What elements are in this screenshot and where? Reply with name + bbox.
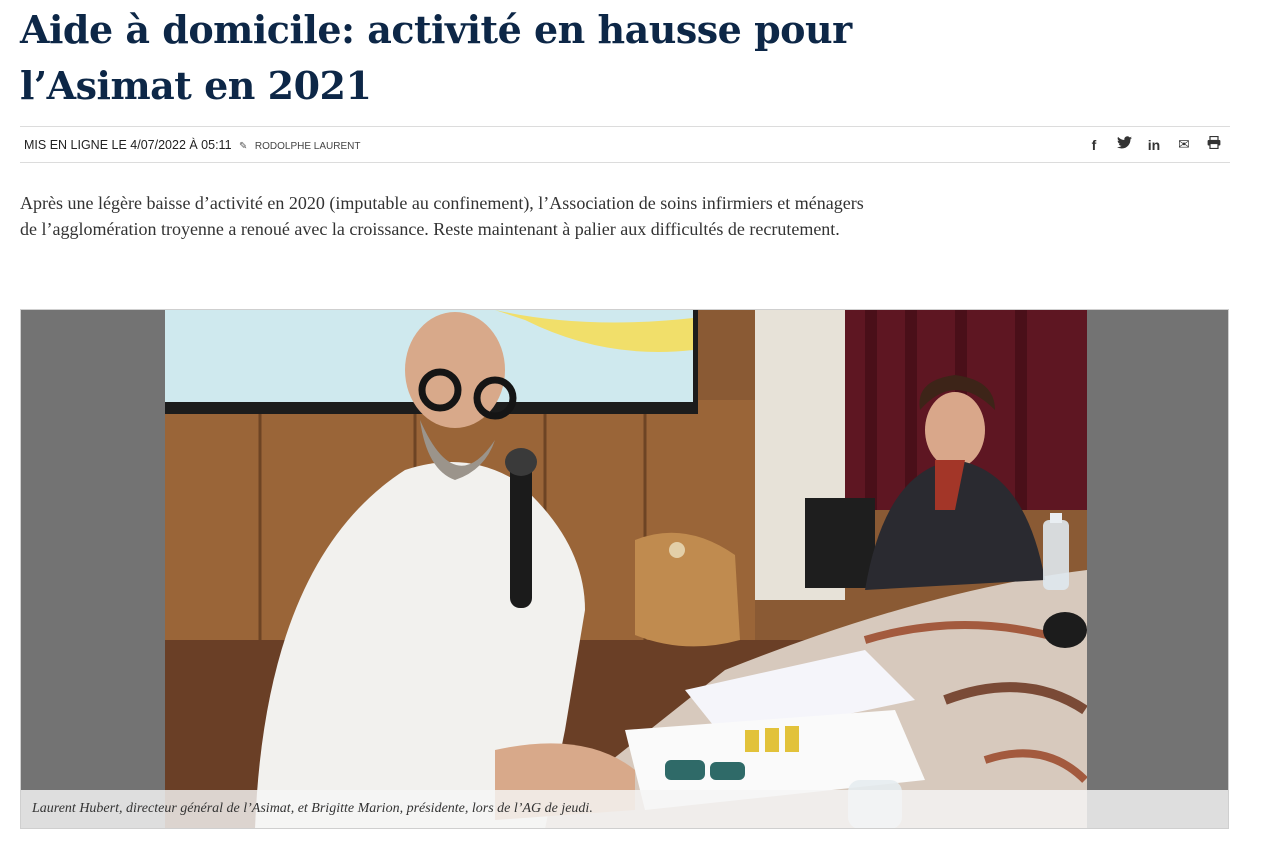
publish-date: MIS EN LIGNE LE 4/07/2022 À 05:11 xyxy=(24,138,232,152)
linkedin-share-icon[interactable]: in xyxy=(1147,136,1161,153)
share-bar xyxy=(1086,136,1222,153)
article-author[interactable]: RODOLPHE LAURENT xyxy=(254,141,361,152)
article-title: Aide à domicile: activité en hausse pour l’Asimat en 2021 xyxy=(20,7,852,108)
email-share-icon[interactable]: ✉ xyxy=(1178,136,1190,153)
article-meta xyxy=(24,138,360,152)
article-meta-bar xyxy=(20,126,1230,163)
photo-caption: Laurent Hubert, directeur général de l’Asimat, et Brigitte Marion, présidente, lors de l’AG de jeudi. xyxy=(21,790,1228,828)
article-photo[interactable] xyxy=(165,310,1087,829)
article-lead: Après une légère baisse d’activité en 2020 (imputable au confinement), l’Association de soins infirmiers et ménagers de l’agglomération troyenne a renoué avec la croissance. Reste maintenant à palier aux difficultés de recrutement. xyxy=(20,193,864,239)
twitter-share-icon[interactable] xyxy=(1116,136,1132,153)
article-figure xyxy=(20,309,1229,829)
pencil-icon: ✎ xyxy=(239,141,248,152)
print-icon[interactable] xyxy=(1206,136,1222,153)
facebook-share-icon[interactable]: f xyxy=(1091,136,1097,153)
